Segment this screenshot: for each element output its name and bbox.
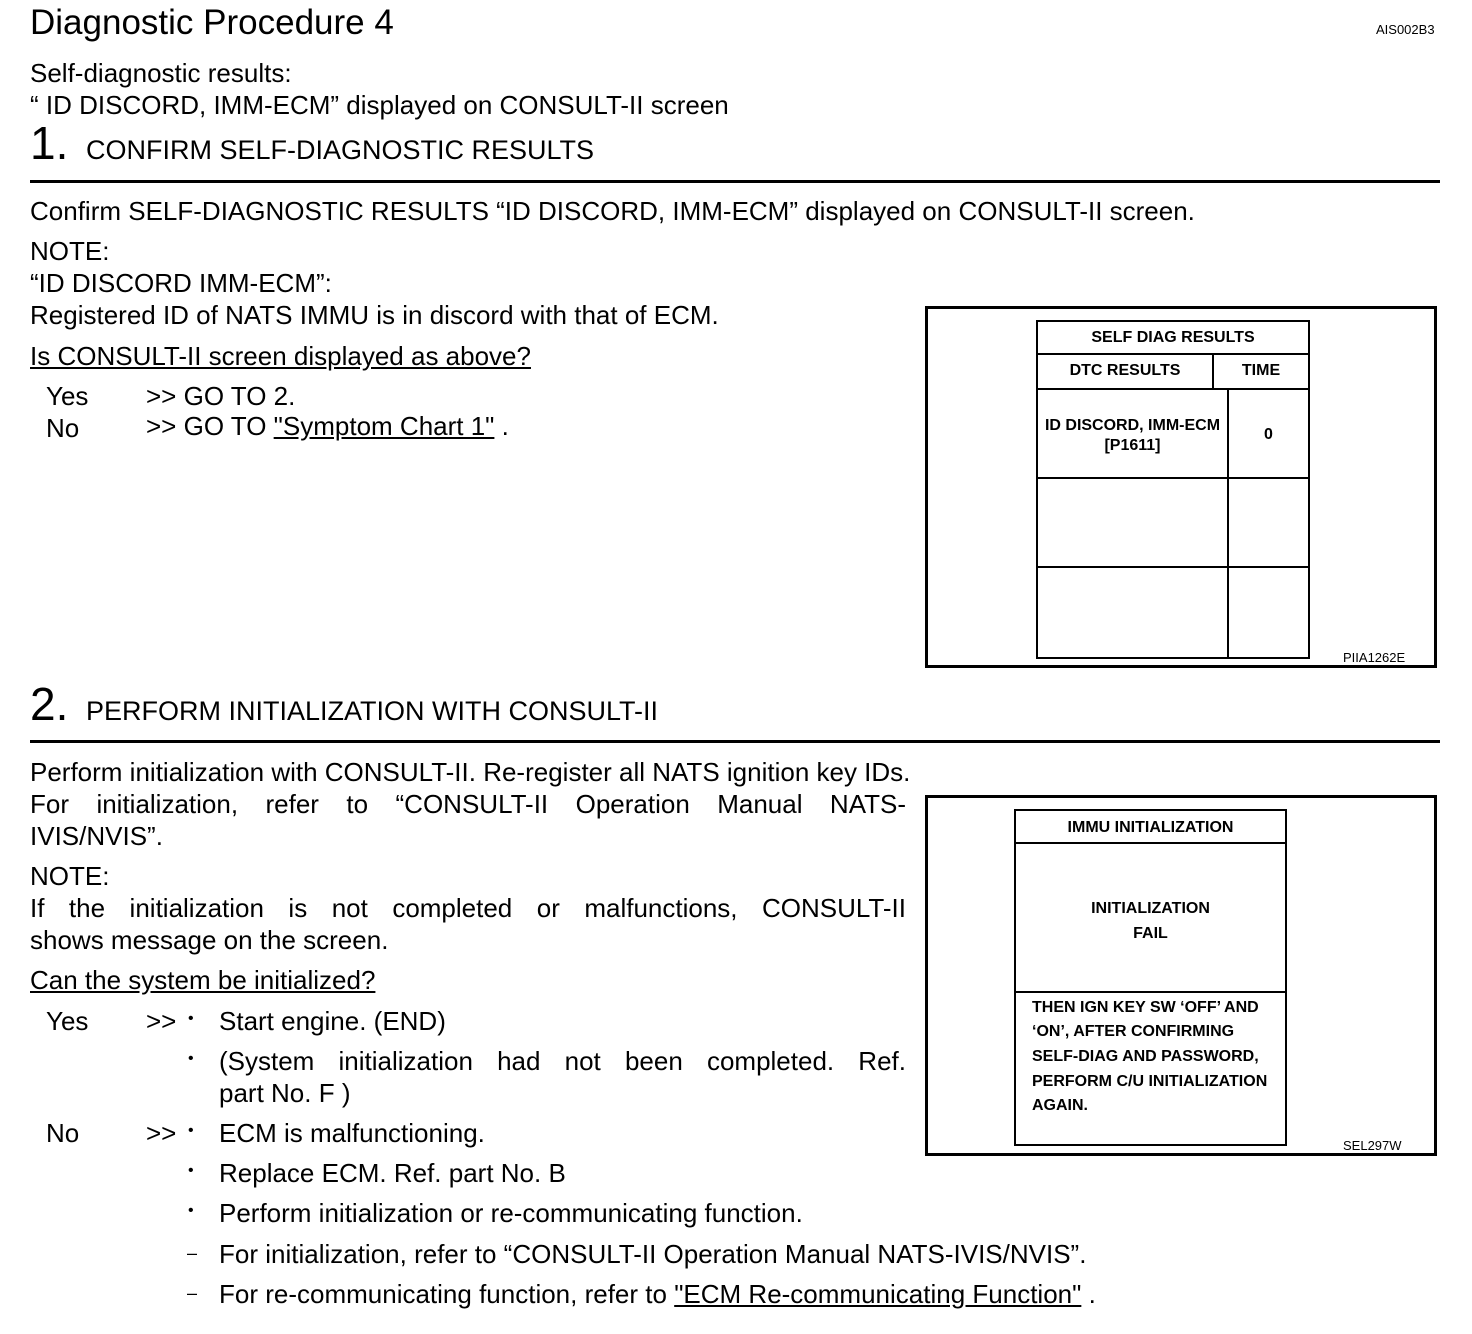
step2-note-line1: If the initialization is not completed or malfunctions, CONSULT-II: [30, 893, 906, 923]
step1-no-action: [146, 410, 509, 442]
step2-yes-item1: Start engine. (END): [219, 1006, 446, 1036]
step2-question: Can the system be initialized?: [30, 965, 376, 995]
step2-no-sub2-suffix: .: [1081, 1279, 1096, 1309]
step1-no-suffix: .: [494, 411, 509, 441]
step2-no-item3: Perform initialization or re-communicating function.: [219, 1198, 803, 1228]
step2-no-item2: Replace ECM. Ref. part No. B: [219, 1158, 566, 1188]
step2-yes-item2-line2: part No. F ): [219, 1078, 351, 1108]
intro-line-1: Self-diagnostic results:: [30, 58, 292, 88]
step2-number: 2.: [30, 678, 69, 730]
page-title: Diagnostic Procedure 4: [30, 3, 394, 42]
step1-no-label: No: [46, 413, 80, 443]
intro-line-2: “ ID DISCORD, IMM-ECM” displayed on CONSULT-II screen: [30, 90, 729, 120]
step2-note-line2: shows message on the screen.: [30, 925, 389, 955]
init-msg-line4: PERFORM C/U INITIALIZATION: [1032, 1073, 1268, 1090]
step2-note-label: NOTE:: [30, 861, 110, 891]
doc-code: AIS002B3: [1376, 22, 1435, 37]
init-status-line1: INITIALIZATION: [1091, 900, 1210, 917]
init-msg-line2: ‘ON’, AFTER CONFIRMING: [1032, 1023, 1235, 1040]
figure2-code: SEL297W: [1343, 1138, 1402, 1153]
time-row1: 0: [1264, 426, 1273, 443]
symptom-chart-link[interactable]: "Symptom Chart 1": [273, 411, 495, 441]
dtc-row1-line1: ID DISCORD, IMM-ECM: [1044, 417, 1221, 434]
step2-yes-item2-line1: (System initialization had not been completed. Ref.: [219, 1046, 906, 1076]
bullet-icon: •: [188, 1050, 194, 1067]
dash-icon: –: [187, 1283, 198, 1303]
step2-title: PERFORM INITIALIZATION WITH CONSULT-II: [86, 696, 659, 726]
figure-immu-init: [925, 795, 1437, 1156]
step1-no-prefix: >> GO TO: [146, 411, 274, 441]
figure-self-diag: [925, 306, 1437, 668]
step2-no-label: No: [46, 1118, 80, 1148]
divider: [1038, 566, 1308, 568]
step2-no-arrow: >>: [146, 1118, 177, 1148]
immu-init-screen: [1014, 809, 1287, 1146]
step2-no-sub2-prefix: For re-communicating function, refer to: [219, 1279, 675, 1309]
step1-note-label: NOTE:: [30, 236, 110, 266]
step2-yes-label: Yes: [46, 1006, 89, 1036]
init-msg-line1: THEN IGN KEY SW ‘OFF’ AND: [1032, 999, 1259, 1016]
init-msg-line3: SELF-DIAG AND PASSWORD,: [1032, 1048, 1259, 1065]
divider: [1038, 353, 1308, 355]
step2-no-item1: ECM is malfunctioning.: [219, 1118, 485, 1148]
step1-body: Confirm SELF-DIAGNOSTIC RESULTS “ID DISCORD, IMM-ECM” displayed on CONSULT-II screen.: [30, 196, 1195, 226]
step1-rule: [30, 180, 1440, 183]
step1-yes-action: >> GO TO 2.: [146, 381, 296, 411]
init-msg-line5: AGAIN.: [1032, 1097, 1088, 1114]
step2-no-sub1: For initialization, refer to “CONSULT-II Operation Manual NATS-IVIS/NVIS”.: [219, 1239, 1087, 1269]
bullet-icon: •: [188, 1162, 194, 1179]
divider: [1038, 388, 1308, 390]
step2-no-sub2: [219, 1278, 1096, 1310]
dtc-results-header: DTC RESULTS: [1069, 362, 1181, 379]
divider: [1016, 991, 1285, 993]
divider: [1038, 477, 1308, 479]
dtc-row1-line2: [P1611]: [1104, 437, 1161, 454]
step2-body1: Perform initialization with CONSULT-II. Re-register all NATS ignition key IDs.: [30, 757, 911, 787]
step2-body2-line1: For initialization, refer to “CONSULT-II Operation Manual NATS-: [30, 789, 906, 819]
step1-note-text: Registered ID of NATS IMMU is in discord with that of ECM.: [30, 300, 719, 330]
divider: [1016, 842, 1285, 844]
step1-number: 1.: [30, 117, 69, 169]
step2-body2-line2: IVIS/NVIS”.: [30, 821, 163, 851]
step2-yes-arrow: >>: [146, 1006, 177, 1036]
time-header: TIME: [1241, 362, 1281, 379]
dash-icon: –: [187, 1243, 198, 1263]
figure1-code: PIIA1262E: [1343, 650, 1406, 665]
step1-yes-label: Yes: [46, 381, 89, 411]
bullet-icon: •: [188, 1122, 194, 1139]
step1-question: Is CONSULT-II screen displayed as above?: [30, 341, 531, 371]
step2-rule: [30, 740, 1440, 743]
bullet-icon: •: [188, 1010, 194, 1027]
step1-title: CONFIRM SELF-DIAGNOSTIC RESULTS: [86, 135, 595, 165]
immu-init-header: IMMU INITIALIZATION: [1067, 819, 1234, 836]
step1-note-term: “ID DISCORD IMM-ECM”:: [30, 268, 332, 298]
bullet-icon: •: [188, 1202, 194, 1219]
ecm-recommunicating-link[interactable]: "ECM Re-communicating Function": [674, 1279, 1082, 1309]
init-status-line2: FAIL: [1133, 925, 1168, 942]
self-diag-screen: [1036, 320, 1310, 659]
self-diag-header: SELF DIAG RESULTS: [1091, 329, 1255, 346]
